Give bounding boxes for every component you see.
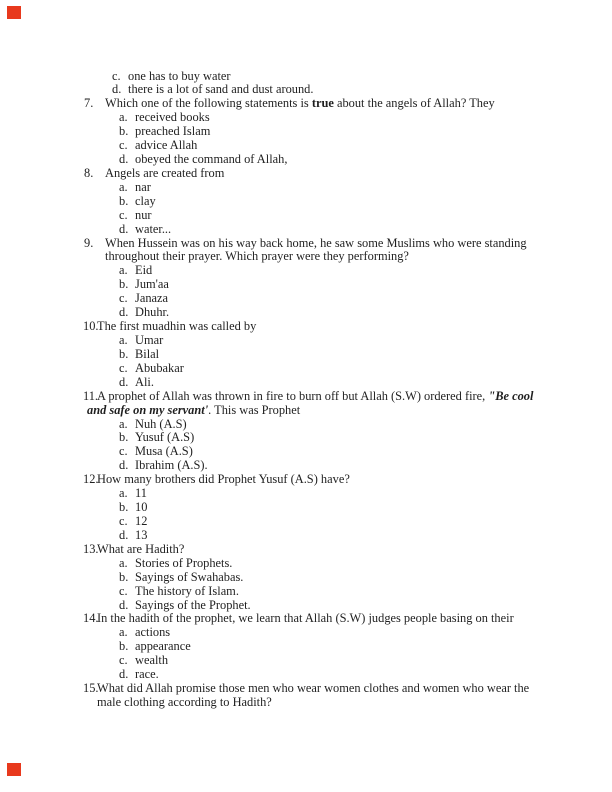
option-letter: a. (119, 179, 128, 194)
option-text: advice Allah (135, 138, 198, 153)
question-10-option-c (0, 362, 612, 376)
option-letter: d. (119, 305, 129, 320)
question-9-option-c (0, 292, 612, 306)
option-letter: b. (119, 277, 129, 292)
question-8-option-c (0, 209, 612, 223)
option-text: Musa (A.S) (135, 444, 193, 459)
option-text: Jum'aa (135, 277, 169, 292)
option-letter: d. (119, 597, 129, 612)
option-text: there is a lot of sand and dust around. (128, 82, 314, 97)
question-14-stem (0, 612, 612, 626)
question-11-stem-line2 (0, 404, 612, 418)
stem-segment: throughout their prayer. Which prayer were they performing? (105, 249, 409, 264)
question-8-option-b (0, 195, 612, 209)
option-letter: a. (119, 486, 128, 501)
question-11-option-b (0, 431, 612, 445)
question-number: 11. (83, 388, 99, 403)
stem-segment: How many brothers did Prophet Yusuf (A.S) have? (97, 472, 350, 487)
option-letter: a. (119, 625, 128, 640)
question-11-option-d (0, 459, 612, 473)
stem-segment: What are Hadith? (97, 541, 185, 556)
option-text: Abubakar (135, 360, 184, 375)
stem-segment: . This was Prophet (208, 402, 301, 417)
option-letter: a. (119, 263, 128, 278)
option-letter: d. (119, 667, 129, 682)
option-text: one has to buy water (128, 68, 231, 83)
question-12-option-c (0, 515, 612, 529)
question-13-stem (0, 543, 612, 557)
question-14-option-d (0, 668, 612, 682)
option-letter: d. (119, 152, 129, 167)
question-number: 9. (84, 235, 94, 250)
question-14-option-b (0, 640, 612, 654)
question-13-option-d (0, 599, 612, 613)
option-letter: c. (119, 291, 128, 306)
option-letter: c. (119, 653, 128, 668)
option-letter: d. (119, 458, 129, 473)
question-7-option-d (0, 153, 612, 167)
option-letter: c. (119, 138, 128, 153)
option-text: race. (135, 667, 159, 682)
carryover-option-d (0, 83, 612, 97)
quote-segment: "Be cool (488, 388, 534, 403)
option-letter: d. (119, 221, 129, 236)
option-text: water... (135, 221, 172, 236)
stem-segment: male clothing according to Hadith? (97, 694, 272, 709)
option-text: 10 (135, 500, 148, 515)
question-15-stem-line2 (0, 696, 612, 710)
option-text: received books (135, 110, 210, 125)
option-letter: a. (119, 555, 128, 570)
option-letter: b. (119, 430, 129, 445)
question-13-option-c (0, 585, 612, 599)
question-7-option-a (0, 111, 612, 125)
stem-segment: A prophet of Allah was thrown in fire to burn off but Allah (S.W) ordered fire, (97, 388, 489, 403)
stem-segment: What did Allah promise those men who wear women clothes and women who wear the (97, 681, 530, 696)
option-text: The history of Islam. (135, 583, 239, 598)
option-letter: b. (119, 124, 129, 139)
question-10-option-b (0, 348, 612, 362)
option-text: clay (135, 193, 156, 208)
option-letter: b. (119, 569, 129, 584)
option-letter: c. (119, 514, 128, 528)
option-text: 11 (135, 486, 147, 501)
option-letter: d. (112, 82, 122, 97)
question-number: 13. (83, 541, 99, 556)
option-text: Janaza (135, 291, 169, 306)
question-number: 14. (83, 611, 99, 626)
question-9-option-b (0, 278, 612, 292)
question-13-option-a (0, 557, 612, 571)
option-text: Nuh (A.S) (135, 416, 187, 431)
question-number: 8. (84, 165, 94, 180)
option-letter: c. (119, 583, 128, 598)
option-text: Yusuf (A.S) (135, 430, 195, 445)
question-13-option-b (0, 571, 612, 585)
exam-body (0, 70, 612, 710)
stem-segment: about the angels of Allah? They (333, 96, 495, 111)
red-corner-marker-bottom (7, 763, 21, 776)
question-12-option-b (0, 501, 612, 515)
question-8-stem (0, 167, 612, 181)
question-9-option-a (0, 264, 612, 278)
option-letter: c. (112, 68, 121, 83)
question-10-option-d (0, 376, 612, 390)
option-text: Umar (135, 333, 164, 348)
question-8-option-a (0, 181, 612, 195)
option-letter: a. (119, 110, 128, 125)
question-12-option-a (0, 487, 612, 501)
option-text: actions (135, 625, 171, 640)
stem-segment: The first muadhin was called by (97, 319, 257, 334)
option-text: Ali. (135, 374, 154, 389)
option-letter: d. (119, 374, 129, 389)
question-7-option-c (0, 139, 612, 153)
option-letter: c. (119, 207, 128, 222)
question-7-stem (0, 97, 612, 111)
question-11-option-a (0, 418, 612, 432)
question-number: 7. (84, 96, 94, 111)
question-9-option-d (0, 306, 612, 320)
option-text: Sayings of Swahabas. (135, 569, 244, 584)
stem-segment: In the hadith of the prophet, we learn that Allah (S.W) judges people basing on their (97, 611, 514, 626)
option-letter: c. (119, 444, 128, 459)
option-text: wealth (135, 653, 169, 668)
red-corner-marker-top (7, 6, 21, 19)
question-8-option-d (0, 223, 612, 237)
option-text: Ibrahim (A.S). (135, 458, 208, 473)
option-letter: b. (119, 500, 129, 515)
question-number: 15. (83, 681, 99, 696)
option-text: appearance (135, 639, 191, 654)
question-11-option-c (0, 445, 612, 459)
question-number: 10. (83, 319, 99, 334)
option-letter: d. (119, 527, 129, 542)
question-9-stem-line2 (0, 250, 612, 264)
stem-segment: Which one of the following statements is (105, 96, 312, 111)
question-9-stem-line1 (0, 237, 612, 251)
question-14-option-a (0, 626, 612, 640)
option-letter: b. (119, 193, 129, 208)
option-text: 12 (135, 514, 148, 528)
carryover-option-c (0, 70, 612, 84)
question-12-option-d (0, 529, 612, 543)
stem-bold-segment: true (311, 96, 334, 111)
stem-segment: Angels are created from (105, 165, 225, 180)
question-12-stem (0, 473, 612, 487)
question-10-option-a (0, 334, 612, 348)
option-text: obeyed the command of Allah, (135, 152, 288, 167)
option-text: nur (135, 207, 152, 222)
option-letter: b. (119, 639, 129, 654)
option-text: preached Islam (135, 124, 211, 139)
stem-segment: When Hussein was on his way back home, he saw some Muslims who were standing (105, 235, 527, 250)
quote-segment: and safe on my servant' (87, 402, 209, 417)
question-15-stem-line1 (0, 682, 612, 696)
option-letter: b. (119, 346, 129, 361)
option-text: 13 (135, 527, 148, 542)
option-letter: a. (119, 416, 128, 431)
option-text: Eid (135, 263, 153, 278)
question-7-option-b (0, 125, 612, 139)
option-text: Bilal (135, 346, 160, 361)
option-text: Dhuhr. (135, 305, 170, 320)
option-text: nar (135, 179, 151, 194)
question-14-option-c (0, 654, 612, 668)
question-11-stem-line1 (0, 390, 612, 404)
question-number: 12. (83, 472, 99, 487)
question-10-stem (0, 320, 612, 334)
option-letter: a. (119, 333, 128, 348)
option-letter: c. (119, 360, 128, 375)
option-text: Sayings of the Prophet. (135, 597, 251, 612)
option-text: Stories of Prophets. (135, 555, 233, 570)
